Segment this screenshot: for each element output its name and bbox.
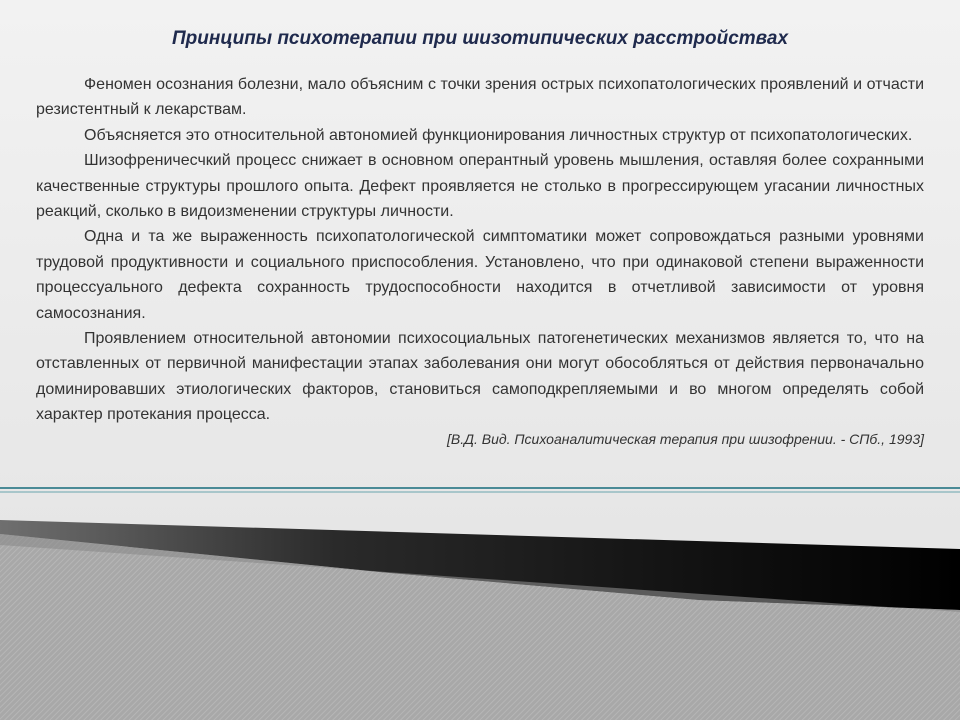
- slide-title: Принципы психотерапии при шизотипических расстройствах: [171, 28, 789, 49]
- slide-body: [36, 72, 924, 450]
- paragraph-3: Шизофреничесчкий процесс снижает в основном оперантный уровень мышления, оставляя более сохранными качественные структуры прошлого опыта. Дефект проявляется не столько в прогрессирующем угасании личностных реакций, сколько в видоизменении структуры личности.: [36, 152, 924, 221]
- paragraph-2: Объясняется это относительной автономией функционирования личностных структур от психопатологических.: [84, 126, 913, 144]
- paragraph-5: Проявлением относительной автономии психосоциальных патогенетических механизмов является то, что на отставленных от первичной манифестации этапах заболевания они могут обособляться от действия первоначально доминировавших этиологических факторов, становиться самоподкрепляемыми и во многом определять собой характер протекания процесса.: [36, 330, 924, 424]
- paragraph-1: Феномен осознания болезни, мало объясним с точки зрения острых психопатологических проявлений и отчасти резистентный к лекарствам.: [36, 76, 924, 119]
- paragraph-4: Одна и та же выраженность психопатологической симптоматики может сопровождаться разными уровнями трудовой продуктивности и социального приспособления. Установлено, что при одинаковой степени выраженности процессуального дефекта сохранность трудоспособности находится в отчетливой зависимости от уровня самосознания.: [36, 228, 924, 322]
- citation: [В.Д. Вид. Психоаналитическая терапия при шизофрении. - СПб., 1993]: [447, 430, 924, 447]
